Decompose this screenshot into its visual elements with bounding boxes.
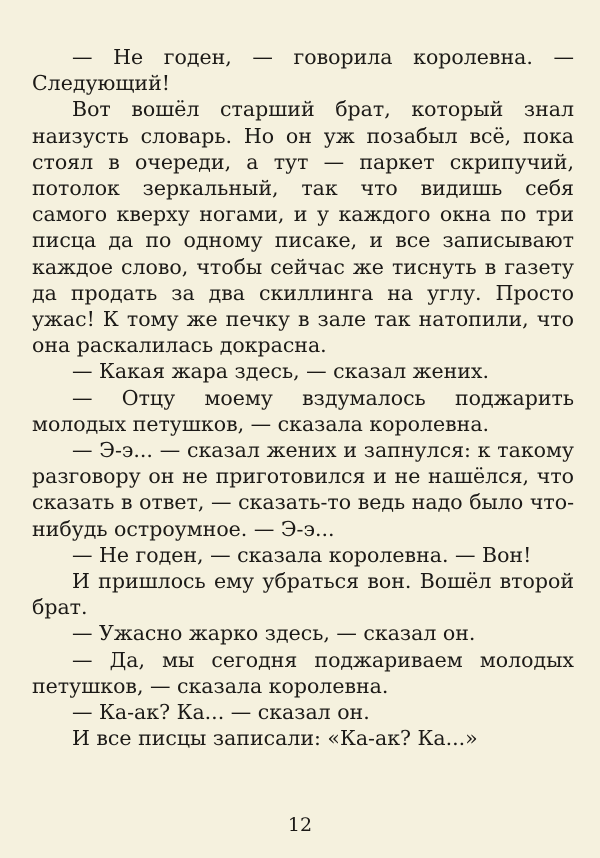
paragraph: Вот вошёл старший брат, который знал наизусть словарь. Но он уж позабыл всё, пока стоял в очереди, а тут — паркет скрипучий, потолок зеркальный, так что видишь себя самого кверху ногами, и у каждого окна по три писца да по одному писаке, и все записывают каждое слово, чтобы сейчас же тиснуть в газету да продать за два скиллинга на углу. Просто ужас! К тому же печку в зале так натопили, что она раскалилась докрасна. — [32, 97, 574, 358]
paragraph: — Отцу моему вздумалось поджарить молодых петушков, — сказала королевна. — [32, 385, 574, 436]
paragraph: — Ужасно жарко здесь, — сказал он. — [72, 621, 476, 646]
paragraph: И все писцы записали: «Ка-ак? Ка...» — [72, 726, 478, 751]
page-body-text — [32, 44, 574, 751]
paragraph: — Не годен, — говорила королевна. — Следующий! — [32, 45, 574, 96]
paragraph: И пришлось ему убраться вон. Вошёл второй брат. — [32, 569, 574, 620]
page-number: 12 — [287, 814, 313, 836]
paragraph: — Да, мы сегодня поджариваем молодых петушков, — сказала королевна. — [32, 647, 574, 698]
paragraph: — Какая жара здесь, — сказал жених. — [72, 359, 490, 384]
paragraph: — Э-э... — сказал жених и запнулся: к такому разговору он не приготовился и не нашёлся, что сказать в ответ, — сказать-то ведь надо было что-нибудь остроумное. — Э-э... — [32, 438, 574, 541]
paragraph: — Не годен, — сказала королевна. — Вон! — [72, 542, 532, 567]
paragraph: — Ка-ак? Ка... — сказал он. — [72, 700, 370, 725]
